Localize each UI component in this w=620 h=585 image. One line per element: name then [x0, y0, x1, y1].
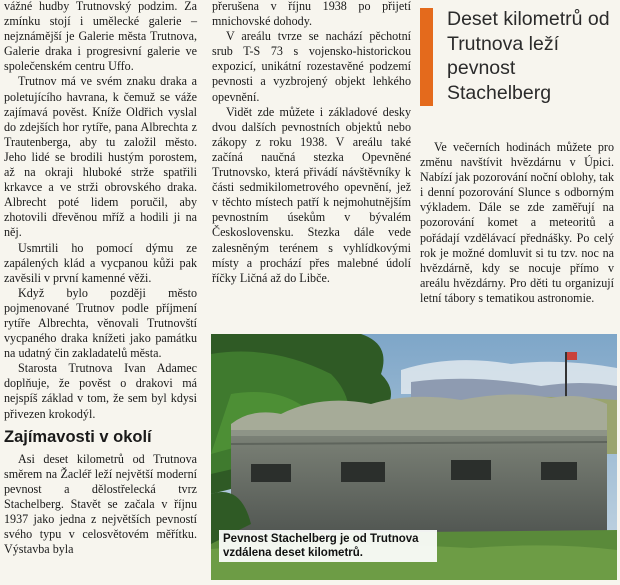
- subheading: Zajímavosti v okolí: [4, 427, 152, 446]
- paragraph: Vidět zde můžete i základové desky dvou dalších pevnostních objektů nebo zákopy z roku 1938. V areálu také začíná naučná stezka Opevněné Trutnovsko, která přivádí návštěvníky k části sedmikilometrového opevnění, jež v těchto místech patří k nejmohutnějším pevnostním úsekům v bývalém Československu. Stezka dále vede zalesněným terénem s vyhlídkovými místy a prochází přes malebné údolí říčky Ličná až do Libče.: [212, 104, 411, 285]
- accent-bar: [420, 8, 433, 106]
- paragraph: vážné hudby Trutnovský podzim. Za zmínku stojí i umělecké galerie – nejznámější je Galerie města Trutnova, Galerie draka i progresivní galerie ve společenském centru Uffo.: [4, 0, 197, 74]
- headline-block: [420, 8, 616, 110]
- paragraph: přerušena v říjnu 1938 po přijetí mnichovské dohody.: [212, 0, 411, 29]
- paragraph: Když bylo později město pojmenované Trutnov podle příjmení rytíře Albrechta, věnovali Trutnovští vycpaného draka knížeti jako památku na udatný čin zakladatelů města.: [4, 285, 197, 361]
- fortress-photo: [211, 334, 617, 580]
- paragraph: Starosta Trutnova Ivan Adamec doplňuje, že pověst o drakovi má nejspíš základ v tom, že sem byl kdysi přivezen krokodýl.: [4, 361, 197, 421]
- paragraph: Trutnov má ve svém znaku draka a poletujícího havrana, k čemuž se váže zajímavá pověst. Kníže Oldřich vyslal do zdejších hor rytíře, pana Albrechta z Trautenberga, aby tu založil město. Jeho lidé se brodili hustým porostem, až na okraji hluboké strže spatřili krkavce a ve strži obrovského draka. Albrecht poté lidem poručil, aby zhotovili dřevěnou mříž a hodili ji na něj.: [4, 74, 197, 240]
- article-column-3: [420, 140, 614, 306]
- article-headline: Deset kilometrů od Trutnova leží pevnost Stachelberg: [447, 8, 610, 104]
- paragraph: Ve večerních hodinách můžete pro změnu navštívit hvězdárnu v Úpici. Nabízí jak pozorování noční oblohy, tak i denní pozorování Slunce s odborným výkladem. Dále se zde zaměřují na pozorování komet a meteoritů a pořádají vzdělávací přednášky. Po celý rok je možné domluvit si tu tzv. noc na hvězdárně, kdy se nocuje přímo v areálu hvězdárny. Pro děti tu organizují letní tábory s tematikou astronomie.: [420, 140, 615, 305]
- paragraph: V areálu tvrze se nachází pěchotní srub T-S 73 s vojensko-historickou expozicí, unikátní rozestavěné podzemí pevnosti a vyzbrojený objekt lehkého opevnění.: [212, 29, 411, 104]
- article-column-1: [4, 0, 197, 557]
- paragraph: Usmrtili ho pomocí dýmu ze zapálených klád a vycpanou kůži pak zavěsili v první kamenné věži.: [4, 240, 197, 285]
- paragraph: Asi deset kilometrů od Trutnova směrem na Žacléř leží největší moderní pevnost a dělostřelecká tvrz Stachelberg. Stavět se začala v říjnu 1937 jako jedna z největších pevností svého typu v celosvětovém měřítku. Výstavba byla: [4, 451, 197, 557]
- photo-caption: Pevnost Stachelberg je od Trutnova vzdálena deset kilometrů.: [219, 530, 437, 562]
- article-column-2: [212, 0, 411, 286]
